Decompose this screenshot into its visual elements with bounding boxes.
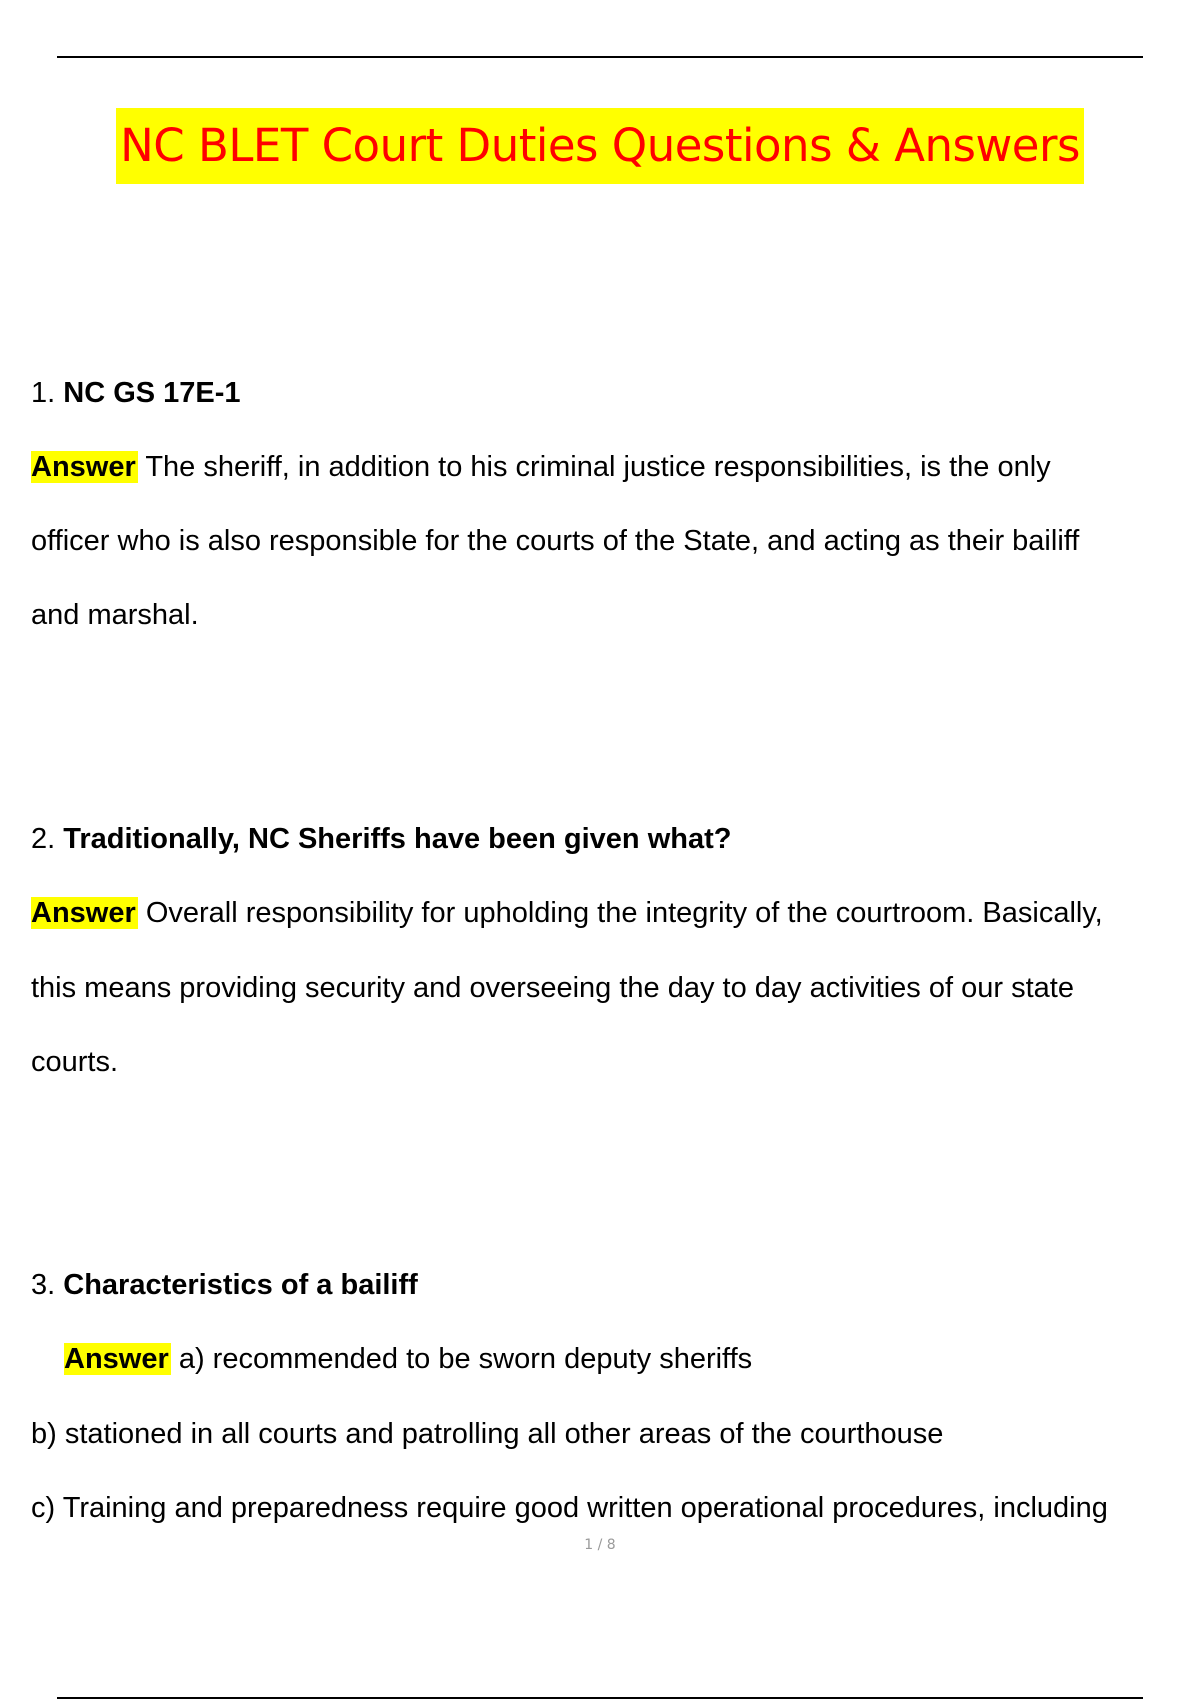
question-1 [31, 373, 241, 413]
page-indicator: 1 / 8 [584, 1537, 616, 1553]
answer-text: a) recommended to be sworn deputy sheriffs [178, 1343, 753, 1375]
answer-2-line-2: this means providing security and overseeing the day to day activities of our state [31, 972, 1074, 1004]
question-number: 2. [31, 823, 56, 855]
answer-3-line-3: c) Training and preparedness require good written operational procedures, including [31, 1492, 1108, 1524]
answer-3-line-2: b) stationed in all courts and patrolling all other areas of the courthouse [31, 1418, 944, 1450]
question-text: Traditionally, NC Sheriffs have been given what? [63, 823, 732, 855]
answer-3-line-1 [64, 1339, 752, 1379]
document-title: NC BLET Court Duties Questions & Answers [116, 108, 1084, 184]
answer-text: Overall responsibility for upholding the integrity of the courtroom. Basically, [145, 897, 1103, 929]
question-number: 1. [31, 377, 56, 409]
answer-label: Answer [31, 897, 136, 929]
question-number: 3. [31, 1269, 56, 1301]
answer-label: Answer [64, 1343, 169, 1375]
bottom-rule [57, 1697, 1143, 1699]
answer-2-line-1 [31, 893, 1103, 933]
answer-1-line-2: officer who is also responsible for the courts of the State, and acting as their bailiff [31, 525, 1080, 557]
answer-1-line-3: and marshal. [31, 599, 199, 631]
answer-text: The sheriff, in addition to his criminal justice responsibilities, is the only [145, 451, 1051, 483]
question-3 [31, 1265, 418, 1305]
title-container [0, 108, 1200, 184]
question-text: NC GS 17E-1 [63, 377, 241, 409]
answer-2-line-3: courts. [31, 1046, 119, 1078]
answer-1-line-1 [31, 447, 1051, 487]
question-2 [31, 819, 731, 859]
question-text: Characteristics of a bailiff [63, 1269, 418, 1301]
answer-label: Answer [31, 451, 136, 483]
top-rule [57, 56, 1143, 58]
